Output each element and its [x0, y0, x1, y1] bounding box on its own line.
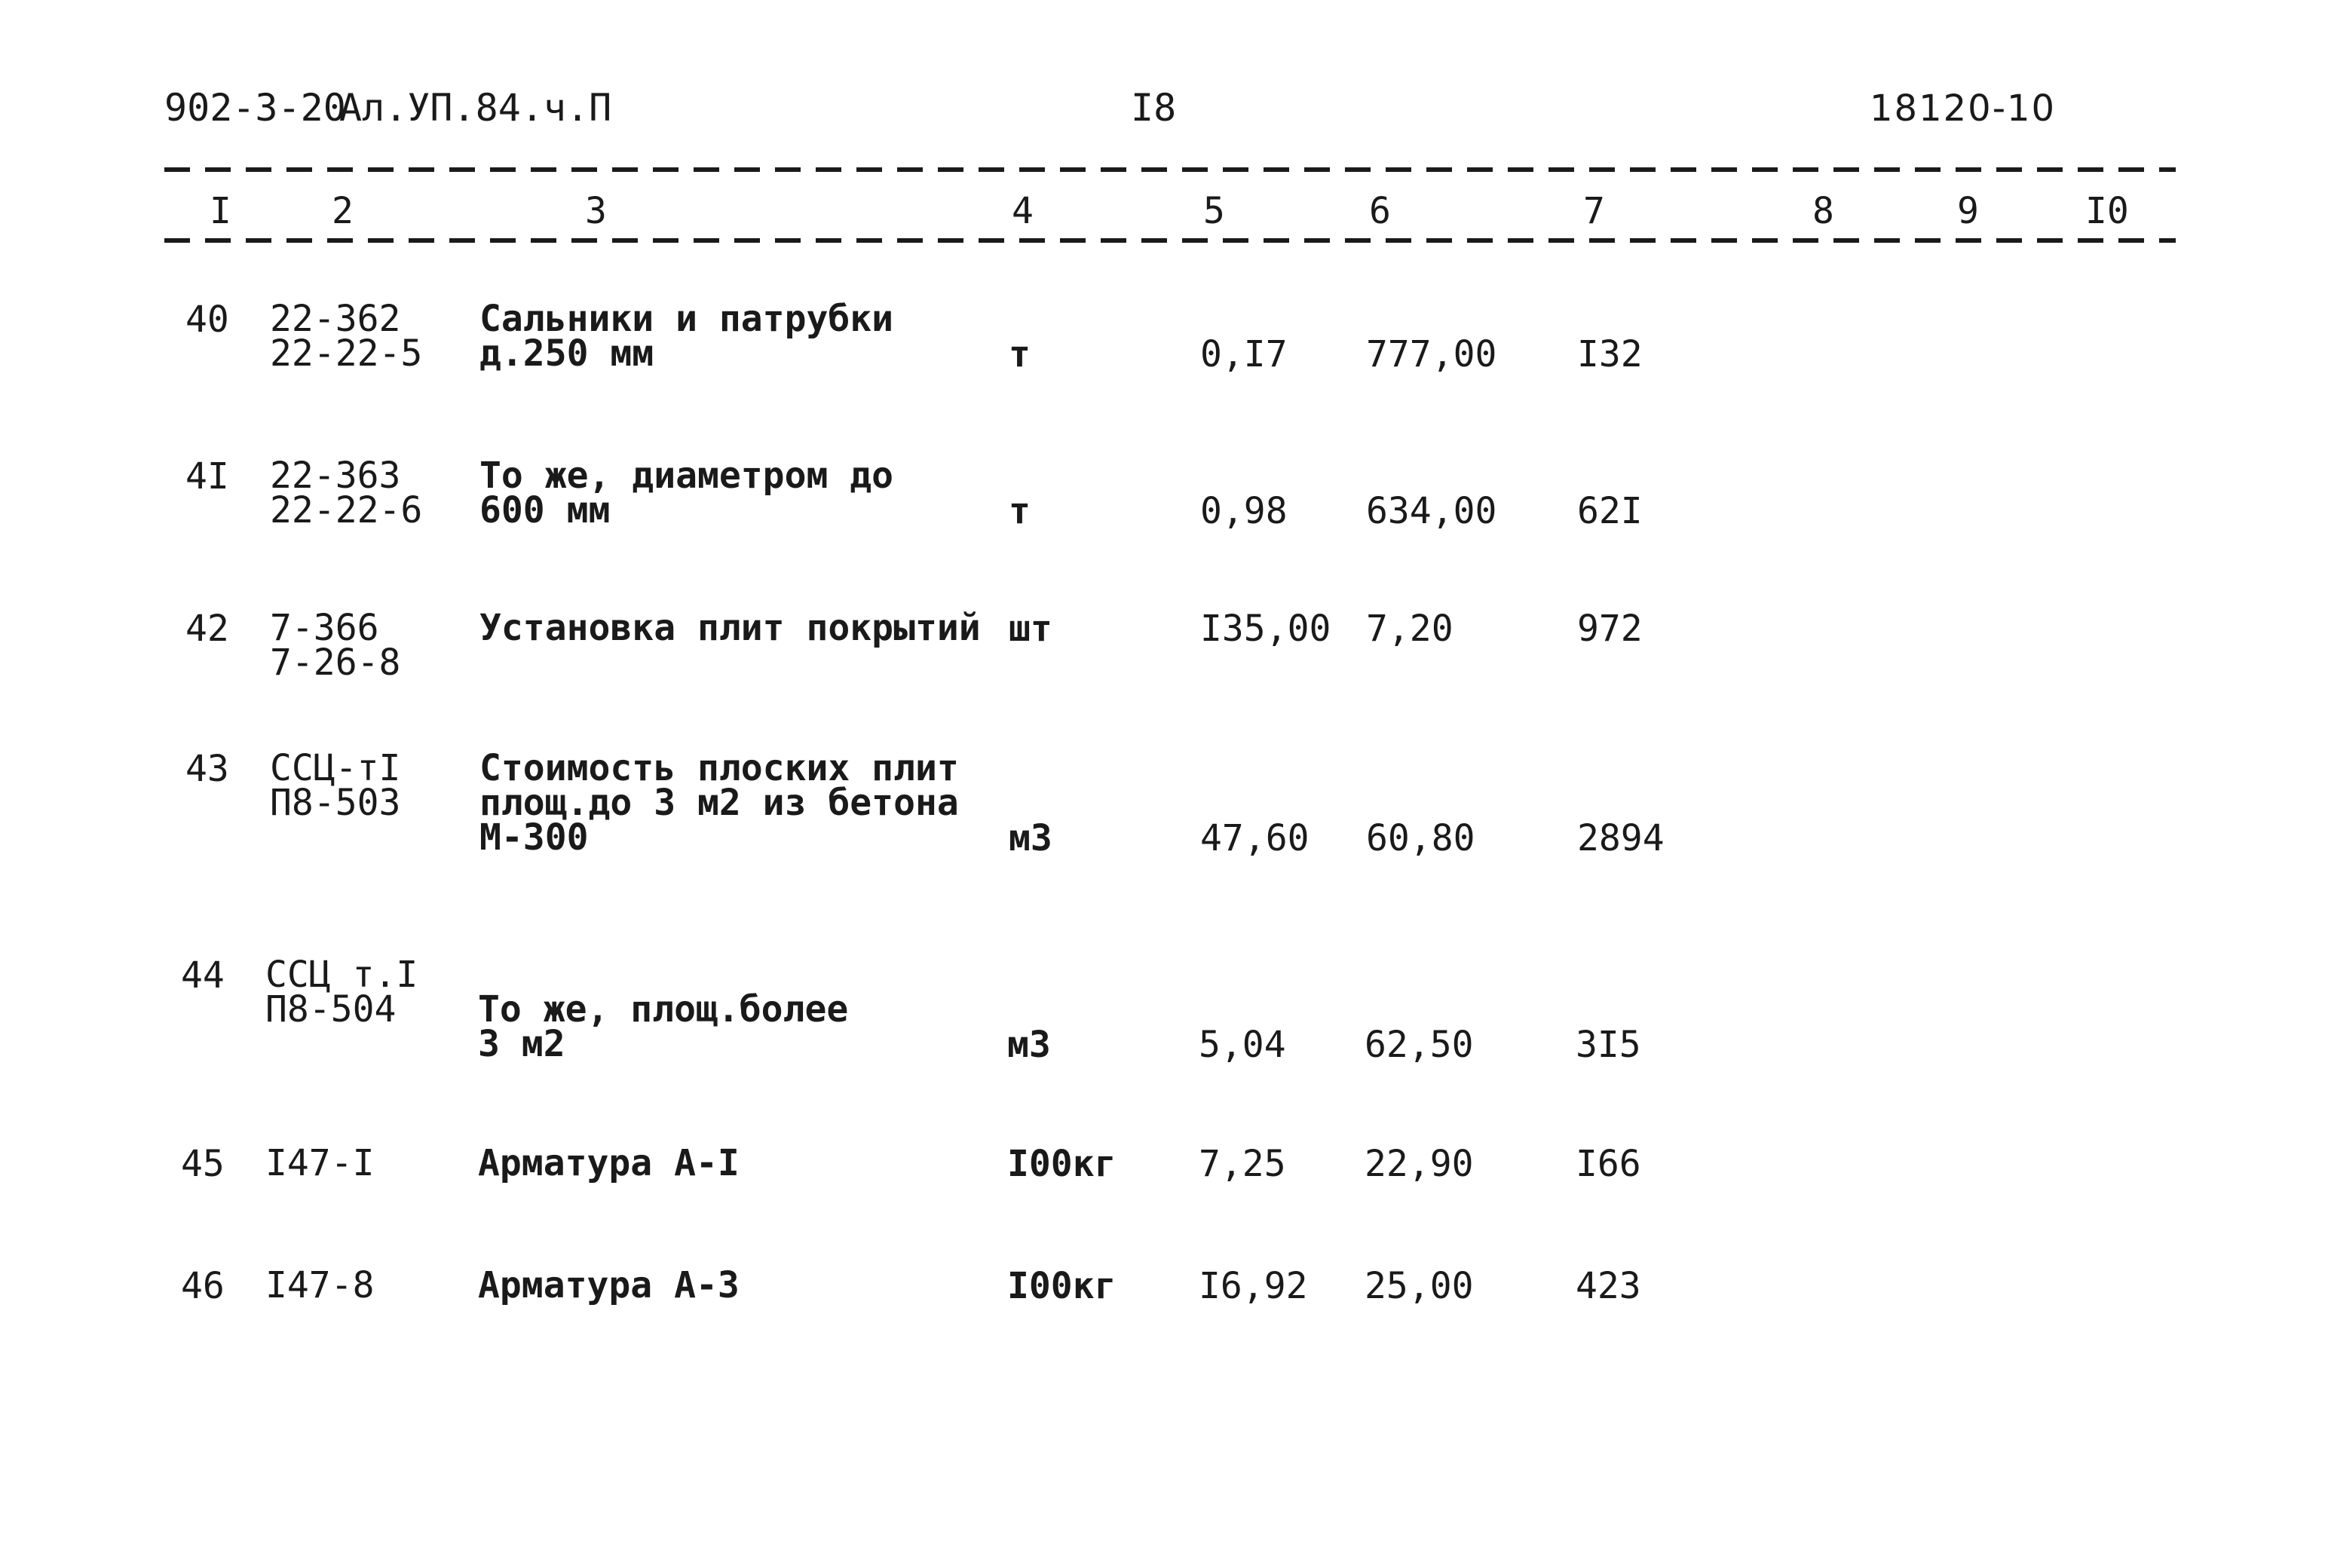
work-description-line-2: 3 м2 — [478, 1023, 565, 1065]
column-number-6: 6 — [1369, 190, 1391, 232]
work-description-line-2: д.250 мм — [479, 332, 654, 375]
total-cost: 2894 — [1577, 817, 1665, 859]
unit: м3 — [1009, 817, 1052, 859]
norm-code-secondary: 22-22-6 — [270, 489, 423, 531]
work-description: Арматура А-I — [478, 1142, 740, 1184]
norm-code-secondary: 7-26-8 — [270, 642, 401, 684]
column-number-7: 7 — [1583, 190, 1605, 232]
document-code: 902-3-20 — [164, 86, 346, 130]
work-description: Стоимость плоских плит — [479, 747, 959, 789]
work-description-line-2: 600 мм — [479, 489, 611, 531]
total-cost: 62I — [1577, 490, 1643, 532]
norm-code: 22-363 — [270, 455, 401, 497]
unit-price: 60,80 — [1366, 817, 1475, 859]
column-header-divider — [164, 238, 2176, 243]
unit: шт — [1009, 608, 1052, 650]
quantity: 5,04 — [1199, 1024, 1286, 1066]
column-number-4: 4 — [1012, 190, 1034, 232]
work-description-line-2: площ.до 3 м2 из бетона — [479, 782, 959, 824]
total-cost: 423 — [1576, 1265, 1641, 1307]
unit-price: 777,00 — [1366, 333, 1497, 375]
unit-price: 7,20 — [1366, 608, 1454, 650]
total-cost: I32 — [1577, 333, 1643, 375]
norm-code-secondary: П8-503 — [270, 782, 401, 824]
row-number: 44 — [181, 954, 225, 997]
norm-code: ССЦ-тI — [270, 747, 401, 789]
quantity: 47,60 — [1200, 817, 1310, 859]
norm-code-secondary: 22-22-5 — [270, 332, 423, 375]
work-description: То же, площ.более — [478, 988, 849, 1031]
column-number-9: 9 — [1957, 190, 1979, 232]
unit-price: 25,00 — [1365, 1265, 1474, 1307]
work-description: Арматура А-3 — [478, 1264, 740, 1306]
column-number-5: 5 — [1203, 190, 1225, 232]
row-number: 46 — [181, 1265, 225, 1307]
norm-code: ССЦ т.I — [265, 954, 418, 996]
row-number: 42 — [185, 608, 229, 650]
unit-price: 634,00 — [1366, 490, 1497, 532]
inventory-stamp: 18120-10 — [1870, 87, 2057, 130]
work-description: Установка плит покрытий — [479, 607, 981, 649]
header-divider — [164, 167, 2176, 172]
unit: I00кг — [1007, 1143, 1117, 1185]
unit: I00кг — [1007, 1265, 1117, 1307]
quantity: 7,25 — [1199, 1143, 1286, 1185]
page-number: I8 — [1131, 86, 1177, 130]
quantity: 0,I7 — [1200, 333, 1288, 375]
row-number: 45 — [181, 1143, 225, 1185]
quantity: I35,00 — [1200, 608, 1331, 650]
column-number-10: I0 — [2085, 190, 2129, 232]
row-number: 40 — [185, 299, 229, 341]
work-description: То же, диаметром до — [479, 455, 894, 497]
norm-code-secondary: П8-504 — [265, 988, 397, 1031]
quantity: 0,98 — [1200, 490, 1288, 532]
album-code: Ал.УП.84.ч.П — [339, 86, 612, 130]
quantity: I6,92 — [1199, 1265, 1308, 1307]
unit-price: 22,90 — [1365, 1143, 1474, 1185]
unit-price: 62,50 — [1365, 1024, 1474, 1066]
row-number: 43 — [185, 748, 229, 790]
unit: м3 — [1007, 1024, 1051, 1066]
column-number-2: 2 — [332, 190, 354, 232]
work-description-line-3: М-300 — [479, 816, 589, 859]
row-number: 4I — [185, 455, 229, 498]
column-number-1: I — [210, 190, 231, 232]
norm-code: 7-366 — [270, 607, 379, 649]
norm-code: I47-8 — [265, 1264, 375, 1306]
column-number-3: 3 — [585, 190, 607, 232]
norm-code: 22-362 — [270, 298, 401, 340]
unit: т — [1009, 490, 1031, 532]
total-cost: I66 — [1576, 1143, 1641, 1185]
norm-code: I47-I — [265, 1142, 375, 1184]
total-cost: 3I5 — [1576, 1024, 1641, 1066]
work-description: Сальники и патрубки — [479, 298, 894, 340]
total-cost: 972 — [1577, 608, 1643, 650]
column-number-8: 8 — [1812, 190, 1834, 232]
unit: т — [1009, 333, 1031, 375]
